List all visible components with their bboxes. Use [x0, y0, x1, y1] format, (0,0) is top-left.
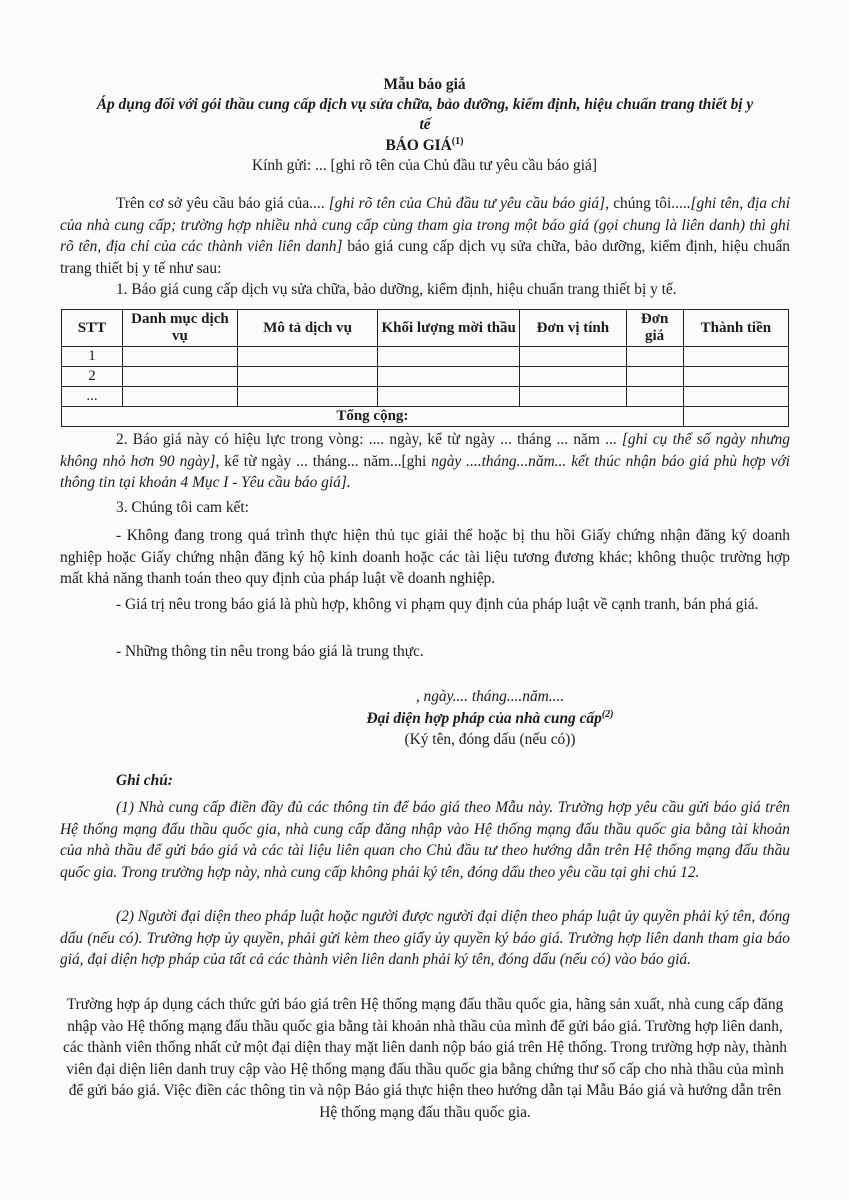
- table-cell: [238, 347, 378, 367]
- item-1: 1. Báo giá cung cấp dịch vụ sửa chữa, bảo dưỡng, kiểm định, hiệu chuẩn trang thiết bị y tế.: [116, 281, 677, 298]
- col-header-unit: Đơn vị tính: [520, 310, 626, 347]
- form-title: Mẫu báo giá: [383, 76, 466, 93]
- table-cell: [626, 387, 683, 407]
- commitment-3: - Những thông tin nêu trong báo giá là trung thực.: [116, 643, 424, 660]
- col-header-unit-price: Đơn giá: [626, 310, 683, 347]
- note-2: (2) Người đại diện theo pháp luật hoặc người được người đại diện theo pháp luật ủy quyền phải ký tên, đóng dấu (nếu có). Trường hợp ủy quyền, phải gửi kèm theo giấy ủy quyền ký báo giá. Trường hợp liên danh tham gia báo giá, đại diện hợp pháp của tất cả các thành viên liên danh phải ký tên, đóng dấu (nếu có) vào báo giá.: [60, 908, 790, 968]
- table-cell: [122, 367, 237, 387]
- col-header-amount: Thành tiền: [683, 310, 788, 347]
- table-row: [62, 367, 789, 387]
- note-3: Trường hợp áp dụng cách thức gửi báo giá trên Hệ thống mạng đấu thầu quốc gia, hãng sản xuất, nhà cung cấp đăng nhập vào Hệ thống mạng đấu thầu quốc gia bằng tài khoản nhà thầu của mình để gửi báo giá. Trường hợp liên danh, các thành viên thống nhất cử một đại diện thay mặt liên danh nộp báo giá trên Hệ thống. Trong trường hợp này, thành viên đại diện liên danh truy cập vào Hệ thống mạng đấu thầu quốc gia bằng chứng thư số cấp cho nhà thầu của mình để gửi báo giá. Việc điền các thông tin và nộp Báo giá thực hiện theo hướng dẫn tại Mẫu Báo giá và hướng dẫn trên Hệ thống mạng đấu thầu quốc gia.: [63, 996, 787, 1121]
- table-cell: [683, 347, 788, 367]
- row-number: ...: [62, 387, 123, 407]
- intro-text-5: báo giá cung cấp dịch vụ sửa chữa, bảo dưỡng, kiểm định, hiệu chuẩn trang thiết bị y tế như sau:: [60, 238, 790, 277]
- intro-paragraph: [60, 193, 790, 279]
- table-cell: [238, 387, 378, 407]
- signature-date: , ngày.... tháng....năm....: [415, 688, 565, 705]
- total-value-cell: [683, 407, 788, 427]
- quote-table: [61, 309, 789, 427]
- item-2-text-2: [ghi cụ thể số ngày nhưng không nhỏ hơn 90 ngày]: [60, 431, 790, 470]
- item-2-text-3: , kể từ ngày ... tháng... năm...[ghi: [215, 452, 432, 470]
- intro-text-4: [ghi tên, địa chỉ của nhà cung cấp; trường hợp nhiều nhà cung cấp cùng tham gia trong một báo giá (gọi chung là liên danh) thì ghi rõ tên, địa chỉ của các thành viên liên danh]: [60, 195, 790, 255]
- notes-heading: Ghi chú:: [116, 772, 173, 789]
- signature-footnote: (2): [601, 708, 614, 720]
- signature-title: [300, 708, 680, 730]
- table-cell: [626, 367, 683, 387]
- col-header-service-desc: Mô tả dịch vụ: [238, 310, 378, 347]
- commitment-1: - Không đang trong quá trình thực hiện thủ tục giải thể hoặc bị thu hồi Giấy chứng nhận đăng ký doanh nghiệp hoặc Giấy chứng nhận đăng ký hộ kinh doanh hoặc các tài liệu tương đương khác; không thuộc trường hợp mất khả năng thanh toán theo quy định của pháp luật về doanh nghiệp.: [60, 527, 790, 587]
- item-2: [60, 429, 790, 494]
- signature-instruction: (Ký tên, đóng dấu (nếu có)): [404, 731, 576, 748]
- signature-title-text: Đại diện hợp pháp của nhà cung cấp: [366, 710, 602, 727]
- table-cell: [122, 387, 237, 407]
- table-cell: [683, 367, 788, 387]
- row-number: 1: [62, 347, 123, 367]
- table-total-row: [62, 407, 789, 427]
- table-cell: [626, 347, 683, 367]
- item-3-title: 3. Chúng tôi cam kết:: [116, 499, 249, 516]
- doc-title-footnote: (1): [451, 135, 464, 147]
- recipient-line: Kính gửi: ... [ghi rõ tên của Chủ đầu tư yêu cầu báo giá]: [252, 157, 597, 174]
- item-2-text-1: 2. Báo giá này có hiệu lực trong vòng: .... ngày, kể từ ngày ... tháng ... năm ...: [116, 431, 622, 448]
- row-number: 2: [62, 367, 123, 387]
- table-cell: [238, 367, 378, 387]
- note-1: (1) Nhà cung cấp điền đầy đủ các thông tin để báo giá theo Mẫu này. Trường hợp yêu cầu gửi báo giá trên Hệ thống mạng đấu thầu quốc gia, nhà cung cấp đăng nhập vào Hệ thống mạng đấu thầu quốc gia bằng tài khoản của nhà thầu để gửi báo giá và các tài liệu liên quan cho Chủ đầu tư theo hướng dẫn trên Hệ thống mạng đấu thầu quốc gia. Trong trường hợp này, nhà cung cấp không phải ký tên, đóng dấu theo yêu cầu tại ghi chú 12.: [60, 799, 790, 881]
- doc-title: [0, 135, 849, 157]
- intro-text-3: chúng tôi.....: [608, 195, 691, 212]
- col-header-stt: STT: [62, 310, 123, 347]
- col-header-service-list: Danh mục dịch vụ: [122, 310, 237, 347]
- intro-text-2: [ghi rõ tên của Chủ đầu tư yêu cầu báo giá],: [328, 195, 609, 212]
- commitment-2: - Giá trị nêu trong báo giá là phù hợp, không vi phạm quy định của pháp luật về cạnh tranh, bán phá giá.: [116, 596, 759, 613]
- table-header-row: [62, 310, 789, 347]
- col-header-quantity: Khối lượng mời thầu: [378, 310, 520, 347]
- table-row: [62, 347, 789, 367]
- table-cell: [520, 347, 626, 367]
- table-row: [62, 387, 789, 407]
- doc-title-text: BÁO GIÁ: [385, 137, 452, 154]
- item-2-text-4: ngày ....tháng...năm... kết thúc nhận báo giá phù hợp với thông tin tại khoản 4 Mục I - Yêu cầu báo giá].: [60, 452, 790, 491]
- table-cell: [520, 387, 626, 407]
- table-cell: [683, 387, 788, 407]
- table-cell: [378, 347, 520, 367]
- form-subtitle: Áp dụng đối với gói thầu cung cấp dịch vụ sửa chữa, bảo dưỡng, kiểm định, hiệu chuẩn trang thiết bị y tế: [96, 96, 754, 133]
- table-cell: [378, 367, 520, 387]
- table-cell: [520, 367, 626, 387]
- table-cell: [122, 347, 237, 367]
- intro-text-1: Trên cơ sở yêu cầu báo giá của....: [116, 195, 329, 212]
- total-label: Tổng cộng:: [62, 407, 684, 427]
- table-cell: [378, 387, 520, 407]
